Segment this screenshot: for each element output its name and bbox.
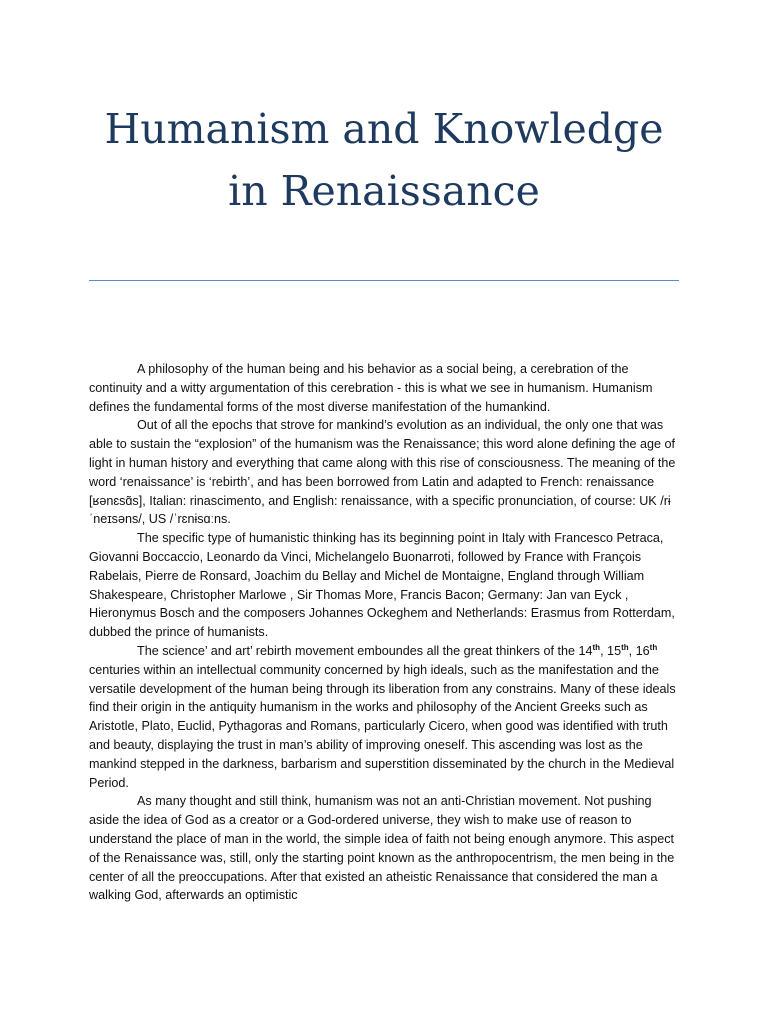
paragraph-4 bbox=[89, 642, 679, 792]
title-line-2: in Renaissance bbox=[228, 167, 540, 215]
title-line-1: Humanism and Knowledge bbox=[104, 105, 664, 153]
title-divider bbox=[89, 280, 679, 281]
page-title bbox=[60, 98, 708, 222]
paragraph-5: As many thought and still think, humanism was not an anti-Christian movement. Not pushing aside the idea of God as a creator or a God-ordered universe, they wish to make use of reason to understand the place of man in the world, the simple idea of faith not being enough anymore. This aspect of the Renaissance was, still, only the starting point known as the anthropocentrism, the men being in the center of all the preoccupations. After that existed an atheistic Renaissance that considered the man a walking God, afterwards an optimistic bbox=[89, 794, 675, 903]
ordinal-suffix: th bbox=[621, 642, 629, 652]
paragraph-2: Out of all the epochs that strove for mankind’s evolution as an individual, the only one that was able to sustain the “explosion” of the humanism was the Renaissance; this word alone defining the age of light in human history and everything that came along with this rise of consciousness. The meaning of the word ‘renaissance’ is ‘rebirth’, and has been borrowed from Latin and adapted to French: renaissance [ʁənɛsɑ̃s], Italian: rinascimento, and English: renaissance, with a specific pronunciation, of course: UK /rɨˈneɪsəns/, US /ˈrɛnɨsɑːns. bbox=[89, 418, 676, 527]
ordinal-suffix: th bbox=[649, 642, 658, 652]
paragraph-4-text-d: centuries within an intellectual community concerned by high ideals, such as the manifestation and the versatile development of the human being through its liberation from any constrains. Many of these ideals find their origin in the antiquity humanism in the works and philosophy of the Ancient Greeks such as Aristotle, Plato, Euclid, Pythagoras and Romans, particularly Cicero, when good was identified with truth and beauty, displaying the trust in man’s ability of improving oneself. This ascending was lost as the mankind stepped in the darkness, barbarism and superstition disseminated by the church in the Medieval Period. bbox=[89, 662, 676, 790]
paragraph-4-text-a: The science’ and art’ rebirth movement emboundes all the great thinkers of the 14 bbox=[137, 643, 593, 658]
paragraph-1: A philosophy of the human being and his behavior as a social being, a cerebration of the continuity and a witty argumentation of this cerebration - this is what we see in humanism. Humanism defines the fundamental forms of the most diverse manifestation of the humankind. bbox=[89, 362, 653, 414]
body-text bbox=[89, 360, 679, 905]
paragraph-4-text-b: , 15 bbox=[600, 643, 622, 658]
paragraph-4-text-c: , 16 bbox=[628, 643, 650, 658]
ordinal-suffix: th bbox=[592, 642, 601, 652]
paragraph-3: The specific type of humanistic thinking has its beginning point in Italy with Francesco Petraca, Giovanni Boccaccio, Leonardo da Vinci, Michelangelo Buonarroti, followed by France with François Rabelais, Pierre de Ronsard, Joachim du Bellay and Michel de Montaigne, England through William Shakespeare, Christopher Marlowe , Sir Thomas More, Francis Bacon; Germany: Jan van Eyck , Hieronymus Bosch and the composers Johannes Ockeghem and Netherlands: Erasmus from Rotterdam, dubbed the prince of humanists. bbox=[89, 531, 675, 640]
